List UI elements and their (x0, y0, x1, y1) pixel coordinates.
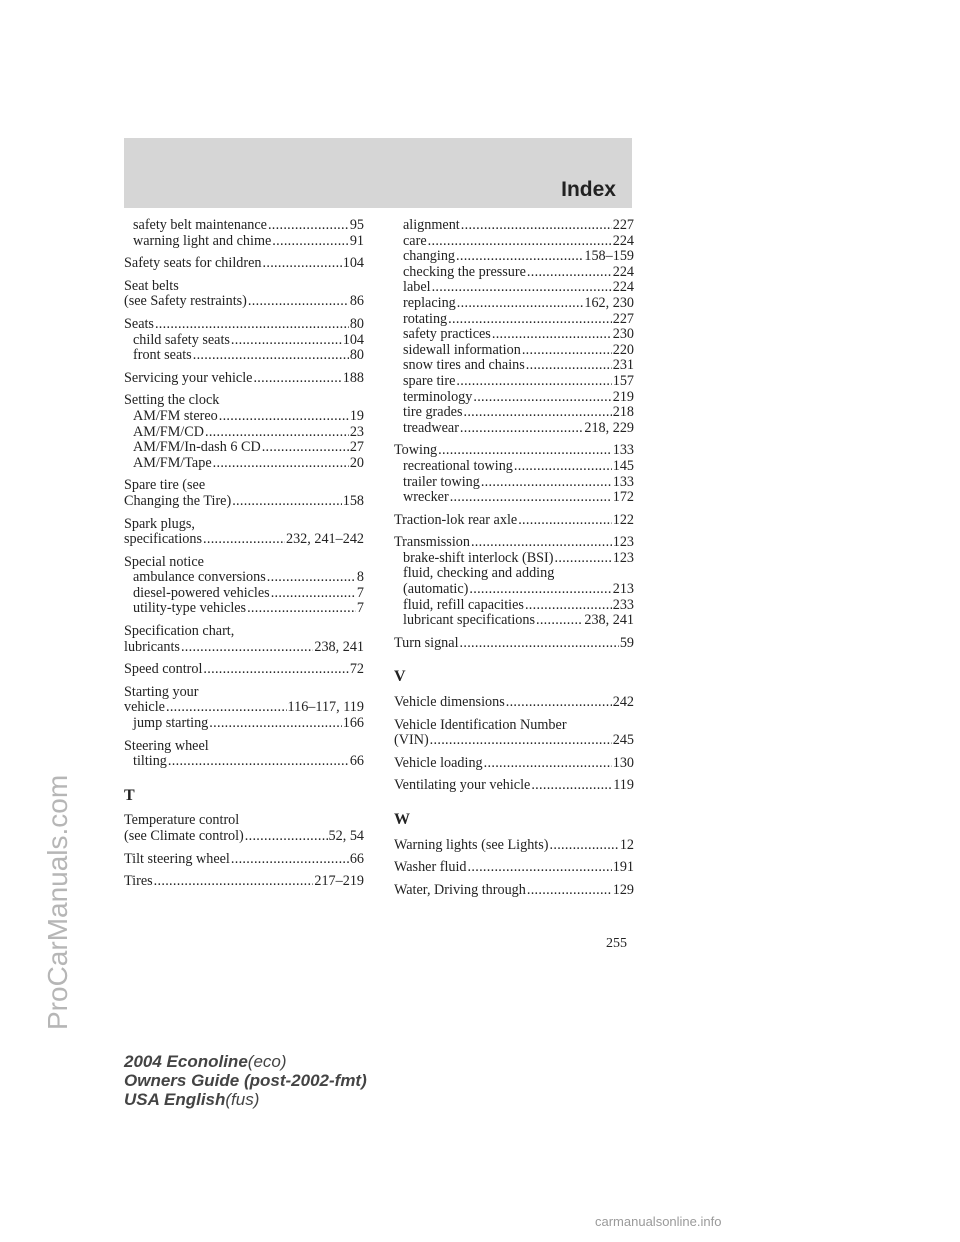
index-entry-page: 104 (342, 331, 364, 348)
index-entry-page: 129 (612, 881, 634, 898)
dot-leader (550, 838, 619, 854)
watermark-text: ProCarManuals.com (42, 774, 73, 1030)
index-entry (124, 371, 364, 387)
index-entry-page: 227 (612, 310, 634, 327)
footer-language: USA English (124, 1090, 226, 1109)
index-entry-page: 130 (612, 754, 634, 771)
dot-leader (531, 778, 612, 794)
dot-leader (268, 218, 349, 234)
index-entry-page: 238, 241 (314, 638, 364, 655)
index-entry (394, 636, 634, 652)
index-entry-term: lubricants (124, 638, 180, 655)
index-entry (124, 348, 364, 364)
index-entry (394, 535, 634, 551)
index-entry (124, 494, 364, 510)
index-entry (394, 756, 634, 772)
dot-leader (247, 601, 356, 617)
right-entries (394, 218, 634, 651)
index-entry (394, 405, 634, 421)
index-heading-line: Temperature control (124, 812, 240, 829)
dot-leader (456, 374, 611, 390)
index-entry-term: fluid, refill capacities (403, 596, 524, 613)
index-entry-term: AM/FM/In-dash 6 CD (133, 439, 261, 456)
index-entry (394, 358, 634, 374)
index-entry (124, 333, 364, 349)
dot-leader (213, 456, 349, 472)
index-entry-term: rotating (403, 310, 448, 327)
index-entry-page: 66 (349, 753, 364, 770)
index-entry (394, 613, 634, 629)
index-entry (394, 883, 634, 899)
left-entries (124, 218, 364, 770)
index-entry-page: 157 (612, 372, 634, 389)
index-entry-term: Transmission (394, 534, 470, 551)
index-entry-term: Warning lights (see Lights) (394, 836, 549, 853)
index-entry-term: Tilt steering wheel (124, 850, 230, 867)
index-entry-page: 232, 241–242 (285, 531, 364, 548)
index-entry (394, 327, 634, 343)
index-entry-term: label (403, 279, 431, 296)
index-heading-line: Steering wheel (124, 737, 209, 754)
index-entry (394, 443, 634, 459)
dot-leader (193, 348, 349, 364)
index-entry-term: AM/FM/CD (133, 423, 204, 440)
dot-leader (432, 280, 612, 296)
w-entries (394, 838, 634, 899)
index-entry (394, 312, 634, 328)
index-entry-page: 172 (612, 489, 634, 506)
index-entry-page: 224 (612, 263, 634, 280)
index-entry-page: 191 (612, 859, 634, 876)
index-entry (394, 598, 634, 614)
index-entry-term: snow tires and chains (403, 357, 525, 374)
index-entry-page: 162, 230 (584, 294, 634, 311)
page-number: 255 (606, 936, 627, 951)
index-entry-page: 80 (349, 315, 364, 332)
index-entry-term: safety belt maintenance (133, 217, 267, 233)
dot-leader (468, 860, 612, 876)
index-entry-page: 213 (612, 581, 634, 598)
dot-leader (154, 874, 314, 890)
index-entry-page: 104 (342, 255, 364, 272)
index-heading-line: Vehicle Identification Number (394, 716, 567, 733)
index-entry-term: vehicle (124, 699, 165, 716)
index-entry-term: (see Climate control) (124, 828, 244, 844)
index-entry-term: AM/FM/Tape (133, 454, 212, 471)
index-entry-page: 188 (342, 369, 364, 386)
index-entry-term: Turn signal (394, 634, 459, 651)
index-entry-page: 20 (349, 454, 364, 471)
index-entry-page: 238, 241 (584, 612, 634, 629)
dot-leader (492, 327, 612, 343)
index-heading-line: Seat belts (124, 277, 179, 294)
index-entry-term: changing (403, 248, 456, 265)
index-heading-line: Specification chart, (124, 623, 235, 640)
section-heading-t: T (124, 786, 135, 804)
dot-leader (271, 586, 356, 602)
index-entry (124, 440, 364, 456)
index-entry-term: recreational towing (403, 457, 513, 474)
index-entry (394, 695, 634, 711)
dot-leader (471, 535, 612, 551)
index-entry-page: 145 (612, 457, 634, 474)
index-entry-page: 59 (619, 634, 634, 651)
dot-leader (430, 733, 612, 749)
index-column-right (394, 218, 634, 898)
dot-leader (168, 754, 349, 770)
index-entry-term: Towing (394, 442, 438, 459)
index-entry-term: Changing the Tire) (124, 492, 232, 509)
index-entry (394, 249, 634, 265)
index-entry (124, 456, 364, 472)
index-entry (394, 733, 634, 749)
index-entry (124, 829, 364, 845)
site-credit: carmanualsonline.info (595, 1214, 722, 1229)
index-column-left (124, 218, 364, 890)
index-entry (394, 582, 634, 598)
index-entry (124, 570, 364, 586)
index-entry (124, 700, 364, 716)
index-entry (124, 586, 364, 602)
index-entry (394, 234, 634, 250)
index-entry-term: Seats (124, 315, 154, 332)
page-title: Index (561, 178, 616, 201)
index-entry-page: 7 (356, 600, 364, 617)
dot-leader (272, 234, 349, 250)
index-entry (394, 475, 634, 491)
index-entry (124, 425, 364, 441)
index-entry-page: 80 (349, 347, 364, 364)
index-entry-page: 23 (349, 423, 364, 440)
index-entry (124, 234, 364, 250)
index-entry (394, 551, 634, 567)
index-entry (394, 374, 634, 390)
index-entry-term: specifications (124, 531, 203, 548)
index-entry-page: 133 (612, 473, 634, 490)
footer-language-code: (fus) (225, 1090, 260, 1109)
index-entry (394, 513, 634, 529)
index-entry-page: 218 (612, 404, 634, 421)
dot-leader (262, 440, 349, 456)
index-entry-page: 95 (349, 217, 364, 233)
index-entry-term: Ventilating your vehicle (394, 777, 531, 794)
dot-leader (181, 640, 313, 656)
index-entry (124, 754, 364, 770)
index-entry (124, 852, 364, 868)
index-entry-page: 8 (356, 569, 364, 586)
index-entry (124, 716, 364, 732)
dot-leader (527, 265, 612, 281)
dot-leader (460, 421, 583, 437)
index-entry-page: 119 (613, 777, 634, 794)
index-entry-page: 7 (356, 584, 364, 601)
index-entry-term: tire grades (403, 404, 463, 421)
watermark (0, 0, 73, 1242)
index-entry (394, 280, 634, 296)
index-entry-term: brake-shift interlock (BSI) (403, 549, 554, 566)
dot-leader (231, 852, 349, 868)
index-heading-line: Starting your (124, 683, 199, 700)
index-entry-page: 245 (612, 732, 634, 749)
index-entry-page: 220 (612, 341, 634, 358)
index-entry-page: 122 (612, 511, 634, 528)
dot-leader (461, 218, 612, 234)
index-heading-line: Setting the clock (124, 392, 220, 409)
dot-leader (203, 532, 285, 548)
index-entry (394, 838, 634, 854)
index-entry (394, 296, 634, 312)
index-entry-page: 224 (612, 279, 634, 296)
dot-leader (166, 700, 287, 716)
section-heading-v: V (394, 668, 406, 686)
index-entry-page: 52, 54 (328, 828, 364, 844)
dot-leader (526, 358, 612, 374)
index-entry-page: 123 (612, 534, 634, 551)
dot-leader (267, 570, 356, 586)
index-entry-term: AM/FM stereo (133, 407, 218, 424)
index-entry-page: 66 (349, 850, 364, 867)
index-entry-term: (VIN) (394, 732, 429, 749)
index-entry (394, 390, 634, 406)
index-entry-term: sidewall information (403, 341, 521, 358)
index-entry-term: child safety seats (133, 331, 230, 348)
index-entry-page: 86 (349, 293, 364, 310)
v-entries (394, 695, 634, 794)
index-entry-page: 123 (612, 549, 634, 566)
dot-leader (463, 405, 611, 421)
dot-leader (263, 256, 342, 272)
index-entry (124, 662, 364, 678)
index-entry-term: warning light and chime (133, 232, 272, 249)
index-entry-term: Tires (124, 873, 153, 890)
index-heading-line: Spark plugs, (124, 515, 195, 532)
dot-leader (245, 829, 328, 845)
index-entry (124, 317, 364, 333)
dot-leader (469, 582, 611, 598)
index-entry (124, 256, 364, 272)
index-entry-page: 233 (612, 596, 634, 613)
index-entry (124, 601, 364, 617)
dot-leader (536, 613, 583, 629)
index-entry-page: 19 (349, 407, 364, 424)
index-entry-page: 242 (612, 694, 634, 711)
dot-leader (209, 716, 341, 732)
index-entry-page: 166 (342, 715, 364, 732)
index-entry-page: 27 (349, 439, 364, 456)
dot-leader (555, 551, 612, 567)
dot-leader (248, 294, 349, 310)
index-entry (124, 640, 364, 656)
index-entry-term: tilting (133, 753, 167, 770)
index-entry (394, 490, 634, 506)
dot-leader (514, 459, 612, 475)
index-entry (394, 343, 634, 359)
index-entry-term: safety practices (403, 326, 491, 343)
dot-leader (231, 333, 342, 349)
dot-leader (438, 443, 612, 459)
index-entry-term: wrecker (403, 489, 449, 506)
index-entry-page: 227 (612, 217, 634, 233)
index-entry-term: treadwear (403, 419, 459, 436)
index-entry-term: care (403, 232, 427, 249)
index-entry-page: 218, 229 (584, 419, 634, 436)
dot-leader (525, 598, 612, 614)
dot-leader (450, 490, 612, 506)
index-entry (124, 874, 364, 890)
index-heading-line: Special notice (124, 553, 204, 570)
index-entry-term: (automatic) (403, 581, 469, 598)
dot-leader (522, 343, 612, 359)
index-entry-term: utility-type vehicles (133, 600, 247, 617)
dot-leader (484, 756, 612, 772)
index-entry (124, 409, 364, 425)
index-entry-term: trailer towing (403, 473, 480, 490)
dot-leader (428, 234, 612, 250)
index-entry-page: 231 (612, 357, 634, 374)
index-entry (124, 218, 364, 234)
index-entry-page: 217–219 (314, 873, 364, 890)
index-entry (124, 294, 364, 310)
index-entry (394, 421, 634, 437)
index-heading-line: fluid, checking and adding (403, 565, 555, 582)
index-entry-term: lubricant specifications (403, 612, 535, 629)
index-entry-page: 12 (619, 836, 634, 853)
index-entry-term: Servicing your vehicle (124, 369, 253, 386)
index-entry-page: 230 (612, 326, 634, 343)
index-entry (394, 218, 634, 234)
dot-leader (203, 662, 348, 678)
index-entry-page: 116–117, 119 (287, 699, 364, 716)
index-entry-page: 91 (349, 232, 364, 249)
footer-guide: Owners Guide (post-2002-fmt) (124, 1071, 367, 1090)
t-entries (124, 813, 364, 889)
index-entry (394, 265, 634, 281)
footer-model-code: (eco) (247, 1052, 287, 1071)
dot-leader (253, 371, 341, 387)
index-entry-term: Vehicle dimensions (394, 694, 505, 711)
index-entry-term: Vehicle loading (394, 754, 483, 771)
index-heading-line: Spare tire (see (124, 477, 206, 494)
index-entry (394, 459, 634, 475)
index-entry-page: 224 (612, 232, 634, 249)
index-entry-page: 158–159 (584, 248, 634, 265)
dot-leader (506, 695, 612, 711)
document-footer (124, 1052, 367, 1109)
dot-leader (518, 513, 612, 529)
dot-leader (219, 409, 349, 425)
index-entry-page: 133 (612, 442, 634, 459)
index-entry-page: 219 (612, 388, 634, 405)
footer-model: 2004 Econoline (124, 1052, 248, 1071)
dot-leader (155, 317, 349, 333)
dot-leader (232, 494, 342, 510)
index-entry-term: spare tire (403, 372, 456, 389)
section-heading-w: W (394, 811, 410, 828)
index-entry-term: checking the pressure (403, 263, 526, 280)
index-entry-term: (see Safety restraints) (124, 293, 247, 310)
dot-leader (205, 425, 349, 441)
index-entry-term: Speed control (124, 661, 203, 678)
dot-leader (460, 636, 619, 652)
header-band (124, 138, 632, 208)
dot-leader (527, 883, 612, 899)
index-entry-term: Water, Driving through (394, 881, 526, 898)
index-entry-term: replacing (403, 294, 456, 311)
index-entry-term: jump starting (133, 715, 209, 732)
dot-leader (457, 296, 584, 312)
index-entry (394, 860, 634, 876)
index-entry (394, 778, 634, 794)
index-entry-term: Safety seats for children (124, 255, 262, 272)
index-entry-term: Traction-lok rear axle (394, 511, 518, 528)
index-entry-term: ambulance conversions (133, 569, 266, 586)
index-entry (124, 532, 364, 548)
index-entry-term: terminology (403, 388, 473, 405)
index-entry-page: 158 (342, 492, 364, 509)
index-entry-term: front seats (133, 347, 192, 364)
dot-leader (456, 249, 583, 265)
dot-leader (473, 390, 611, 406)
index-entry-page: 72 (349, 661, 364, 678)
dot-leader (448, 312, 612, 328)
index-entry-term: alignment (403, 217, 460, 233)
index-entry-term: Washer fluid (394, 859, 467, 876)
index-entry-term: diesel-powered vehicles (133, 584, 270, 601)
dot-leader (481, 475, 612, 491)
